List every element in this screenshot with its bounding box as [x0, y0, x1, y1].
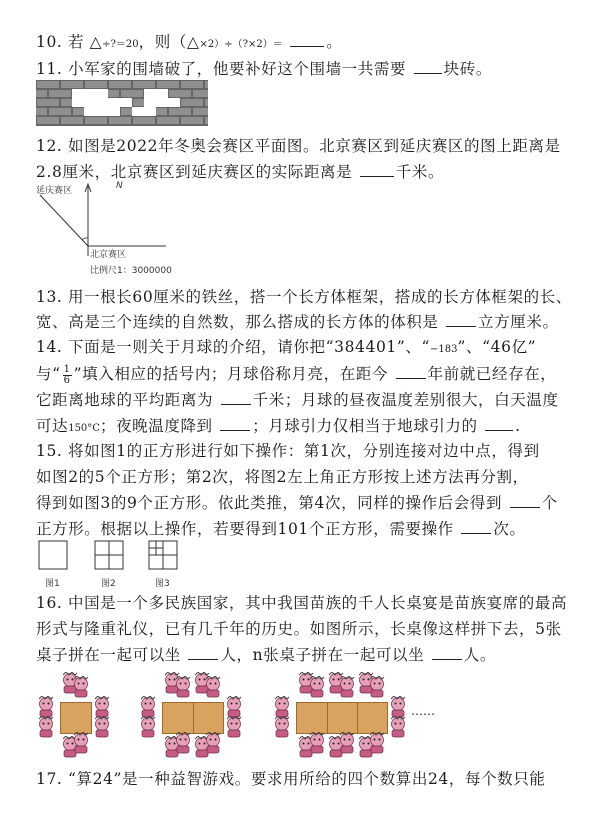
diner-figure	[173, 732, 193, 754]
diner-figure	[337, 732, 357, 754]
diner-figure	[203, 676, 223, 698]
q11-text-after: 块砖。	[443, 60, 492, 78]
question-13-line-2	[36, 309, 576, 335]
q16-text-2: 形式与隆重礼仪，已有几千年的历史。如图所示，长桌像这样拼下去，5张	[36, 620, 562, 638]
diner-figure	[203, 732, 223, 754]
q14-text-8: 可达	[36, 417, 69, 435]
diner-figure	[337, 676, 357, 698]
diner-figure	[71, 732, 91, 754]
diner-figure	[388, 696, 408, 718]
q15-text-6: 次。	[493, 520, 526, 538]
q14-text-2: ”、“46亿”	[457, 338, 537, 356]
q16-text-1: 16. 中国是一个多民族国家，其中我国苗族的千人长桌宴是苗族宴席的最高	[36, 594, 568, 612]
diner-figure	[92, 696, 112, 718]
diner-figure	[36, 716, 56, 738]
q15-text-2: 如图2的5个正方形；第2次，将图2左上角正方形按上述方法再分割，	[36, 468, 529, 486]
question-15-line-1	[36, 438, 576, 464]
figure-1-square	[39, 541, 67, 569]
diner-figure	[272, 696, 292, 718]
question-13-line-1	[36, 284, 576, 310]
map-scale: 比例尺1：3000000	[90, 266, 172, 276]
q14-text-4: ”填入相应的括号内；月球俗称月亮，在距今	[73, 365, 389, 383]
answer-blank[interactable]	[414, 57, 442, 74]
answer-blank[interactable]	[290, 30, 324, 47]
table-top	[296, 702, 388, 734]
question-15-line-3	[36, 490, 576, 516]
q16-text-3: 桌子拼在一起可以坐	[36, 646, 181, 664]
q10-text-1: 若	[67, 33, 85, 51]
figure-1-caption: 图1	[45, 579, 60, 589]
triangle-icon: △	[89, 33, 103, 51]
question-14-line-2	[36, 361, 576, 387]
diner-figure	[272, 716, 292, 738]
q10-text-2: ÷?＝20	[102, 39, 139, 50]
diner-figure	[367, 676, 387, 698]
question-16-line-2	[36, 616, 576, 642]
diner-figure	[307, 732, 327, 754]
table-top	[60, 702, 92, 734]
label-north: N	[116, 181, 123, 191]
q14-text-6: 它距离地球的平均距离为	[36, 391, 214, 409]
table-seam	[357, 703, 358, 733]
question-16-line-3	[36, 642, 576, 668]
question-15-line-4	[36, 516, 576, 542]
diner-figure	[388, 716, 408, 738]
figure-2-caption: 图2	[101, 579, 116, 589]
question-12-line-1	[36, 133, 576, 159]
q12-text-3: 千米。	[395, 163, 445, 181]
answer-blank[interactable]	[360, 160, 394, 177]
q14-text-11: .	[515, 417, 521, 435]
answer-blank[interactable]	[485, 414, 513, 431]
diner-figure	[138, 696, 158, 718]
triangle-icon: △	[186, 33, 200, 51]
ellipsis: ……	[411, 704, 435, 718]
figure-2-square	[95, 541, 123, 569]
q13-text-3: 立方厘米。	[478, 313, 559, 331]
q14-text-10: ；月球引力仅相当于地球引力的	[252, 417, 478, 435]
q12-text-1: 12. 如图是2022年冬奥会赛区平面图。北京赛区到延庆赛区的图上距离是	[36, 137, 561, 155]
fraction-denominator: 6	[63, 374, 71, 386]
q14-text-7: 千米；月球的昼夜温度差别很大，白天温度	[252, 391, 559, 409]
question-17-line-1	[36, 766, 576, 792]
diner-figure	[138, 716, 158, 738]
q14-value-150c: 150°C	[68, 423, 100, 434]
answer-blank[interactable]	[221, 388, 251, 405]
diner-figure	[367, 732, 387, 754]
fraction-one-sixth	[63, 365, 72, 386]
long-table-figure	[36, 668, 556, 760]
q13-text-1: 13. 用一根长60厘米的铁丝，搭一个长方体框架，搭成的长方体框架的长、	[36, 288, 572, 306]
answer-blank[interactable]	[461, 517, 491, 534]
squares-figures	[38, 540, 218, 574]
q10-text-3: ，则（	[138, 33, 187, 51]
fraction-numerator: 1	[63, 363, 71, 375]
diner-figure	[224, 696, 244, 718]
question-10	[36, 29, 576, 58]
label-beijing: 北京赛区	[90, 250, 127, 260]
q14-text-3: 与“	[36, 365, 61, 383]
q15-text-3: 得到如图3的9个正方形。依此类推，第4次，同样的操作后会得到	[36, 494, 503, 512]
q15-text-5: 正方形。根据以上操作，若要得到101个正方形，需要操作	[36, 520, 454, 538]
answer-blank[interactable]	[188, 643, 218, 660]
question-number: 10.	[36, 33, 63, 51]
answer-blank[interactable]	[446, 310, 476, 327]
diner-figure	[307, 676, 327, 698]
question-11	[36, 56, 576, 82]
answer-blank[interactable]	[396, 362, 426, 379]
q12-text-2: 2.8厘米，北京赛区到延庆赛区的实际距离是	[36, 163, 353, 181]
table-seam	[327, 703, 328, 733]
diner-figure	[173, 676, 193, 698]
question-15-line-2	[36, 464, 576, 490]
q10-text-4: ×2）÷（?×2）＝	[199, 39, 283, 50]
q11-text: 小军家的围墙破了，他要补好这个围墙一共需要	[67, 60, 407, 78]
question-14-line-3	[36, 387, 576, 413]
q14-value-minus183: −183	[430, 344, 458, 355]
q14-text-5: 年前就已经存在，	[427, 365, 557, 383]
question-number: 11.	[36, 60, 63, 78]
q15-text-1: 15. 将如图1的正方形进行如下操作：第1次，分别连接对边中点，得到	[36, 442, 540, 460]
q14-text-9: ；夜晚温度降到	[99, 417, 213, 435]
diner-figure	[71, 676, 91, 698]
diner-figure	[224, 716, 244, 738]
table-seam	[193, 703, 194, 733]
label-yanqing: 延庆赛区	[36, 186, 73, 196]
question-16-line-1	[36, 590, 576, 616]
question-14-line-1	[36, 334, 576, 363]
figure-3-caption: 图3	[155, 579, 170, 589]
answer-blank[interactable]	[220, 414, 250, 431]
brick-wall-figure	[36, 80, 208, 126]
q14-text-1: 14. 下面是一则关于月球的介绍，请你把“384401”、“	[36, 338, 431, 356]
q17-text-1: 17. “算24”是一种益智游戏。要求用所给的四个数算出24，每个数只能	[36, 770, 546, 788]
diner-figure	[92, 716, 112, 738]
q10-text-5: 。	[326, 33, 343, 51]
q15-text-4: 个	[541, 494, 558, 512]
q16-text-5: 人。	[463, 646, 496, 664]
diner-figure	[36, 696, 56, 718]
answer-blank[interactable]	[510, 491, 540, 508]
answer-blank[interactable]	[432, 643, 462, 660]
q13-text-2: 宽、高是三个连续的自然数，那么搭成的长方体的体积是	[36, 313, 439, 331]
table-top	[162, 702, 224, 734]
figure-3-square	[149, 541, 177, 569]
map-figure	[36, 180, 186, 280]
q16-text-4: 人，n张桌子拼在一起可以坐	[220, 646, 425, 664]
